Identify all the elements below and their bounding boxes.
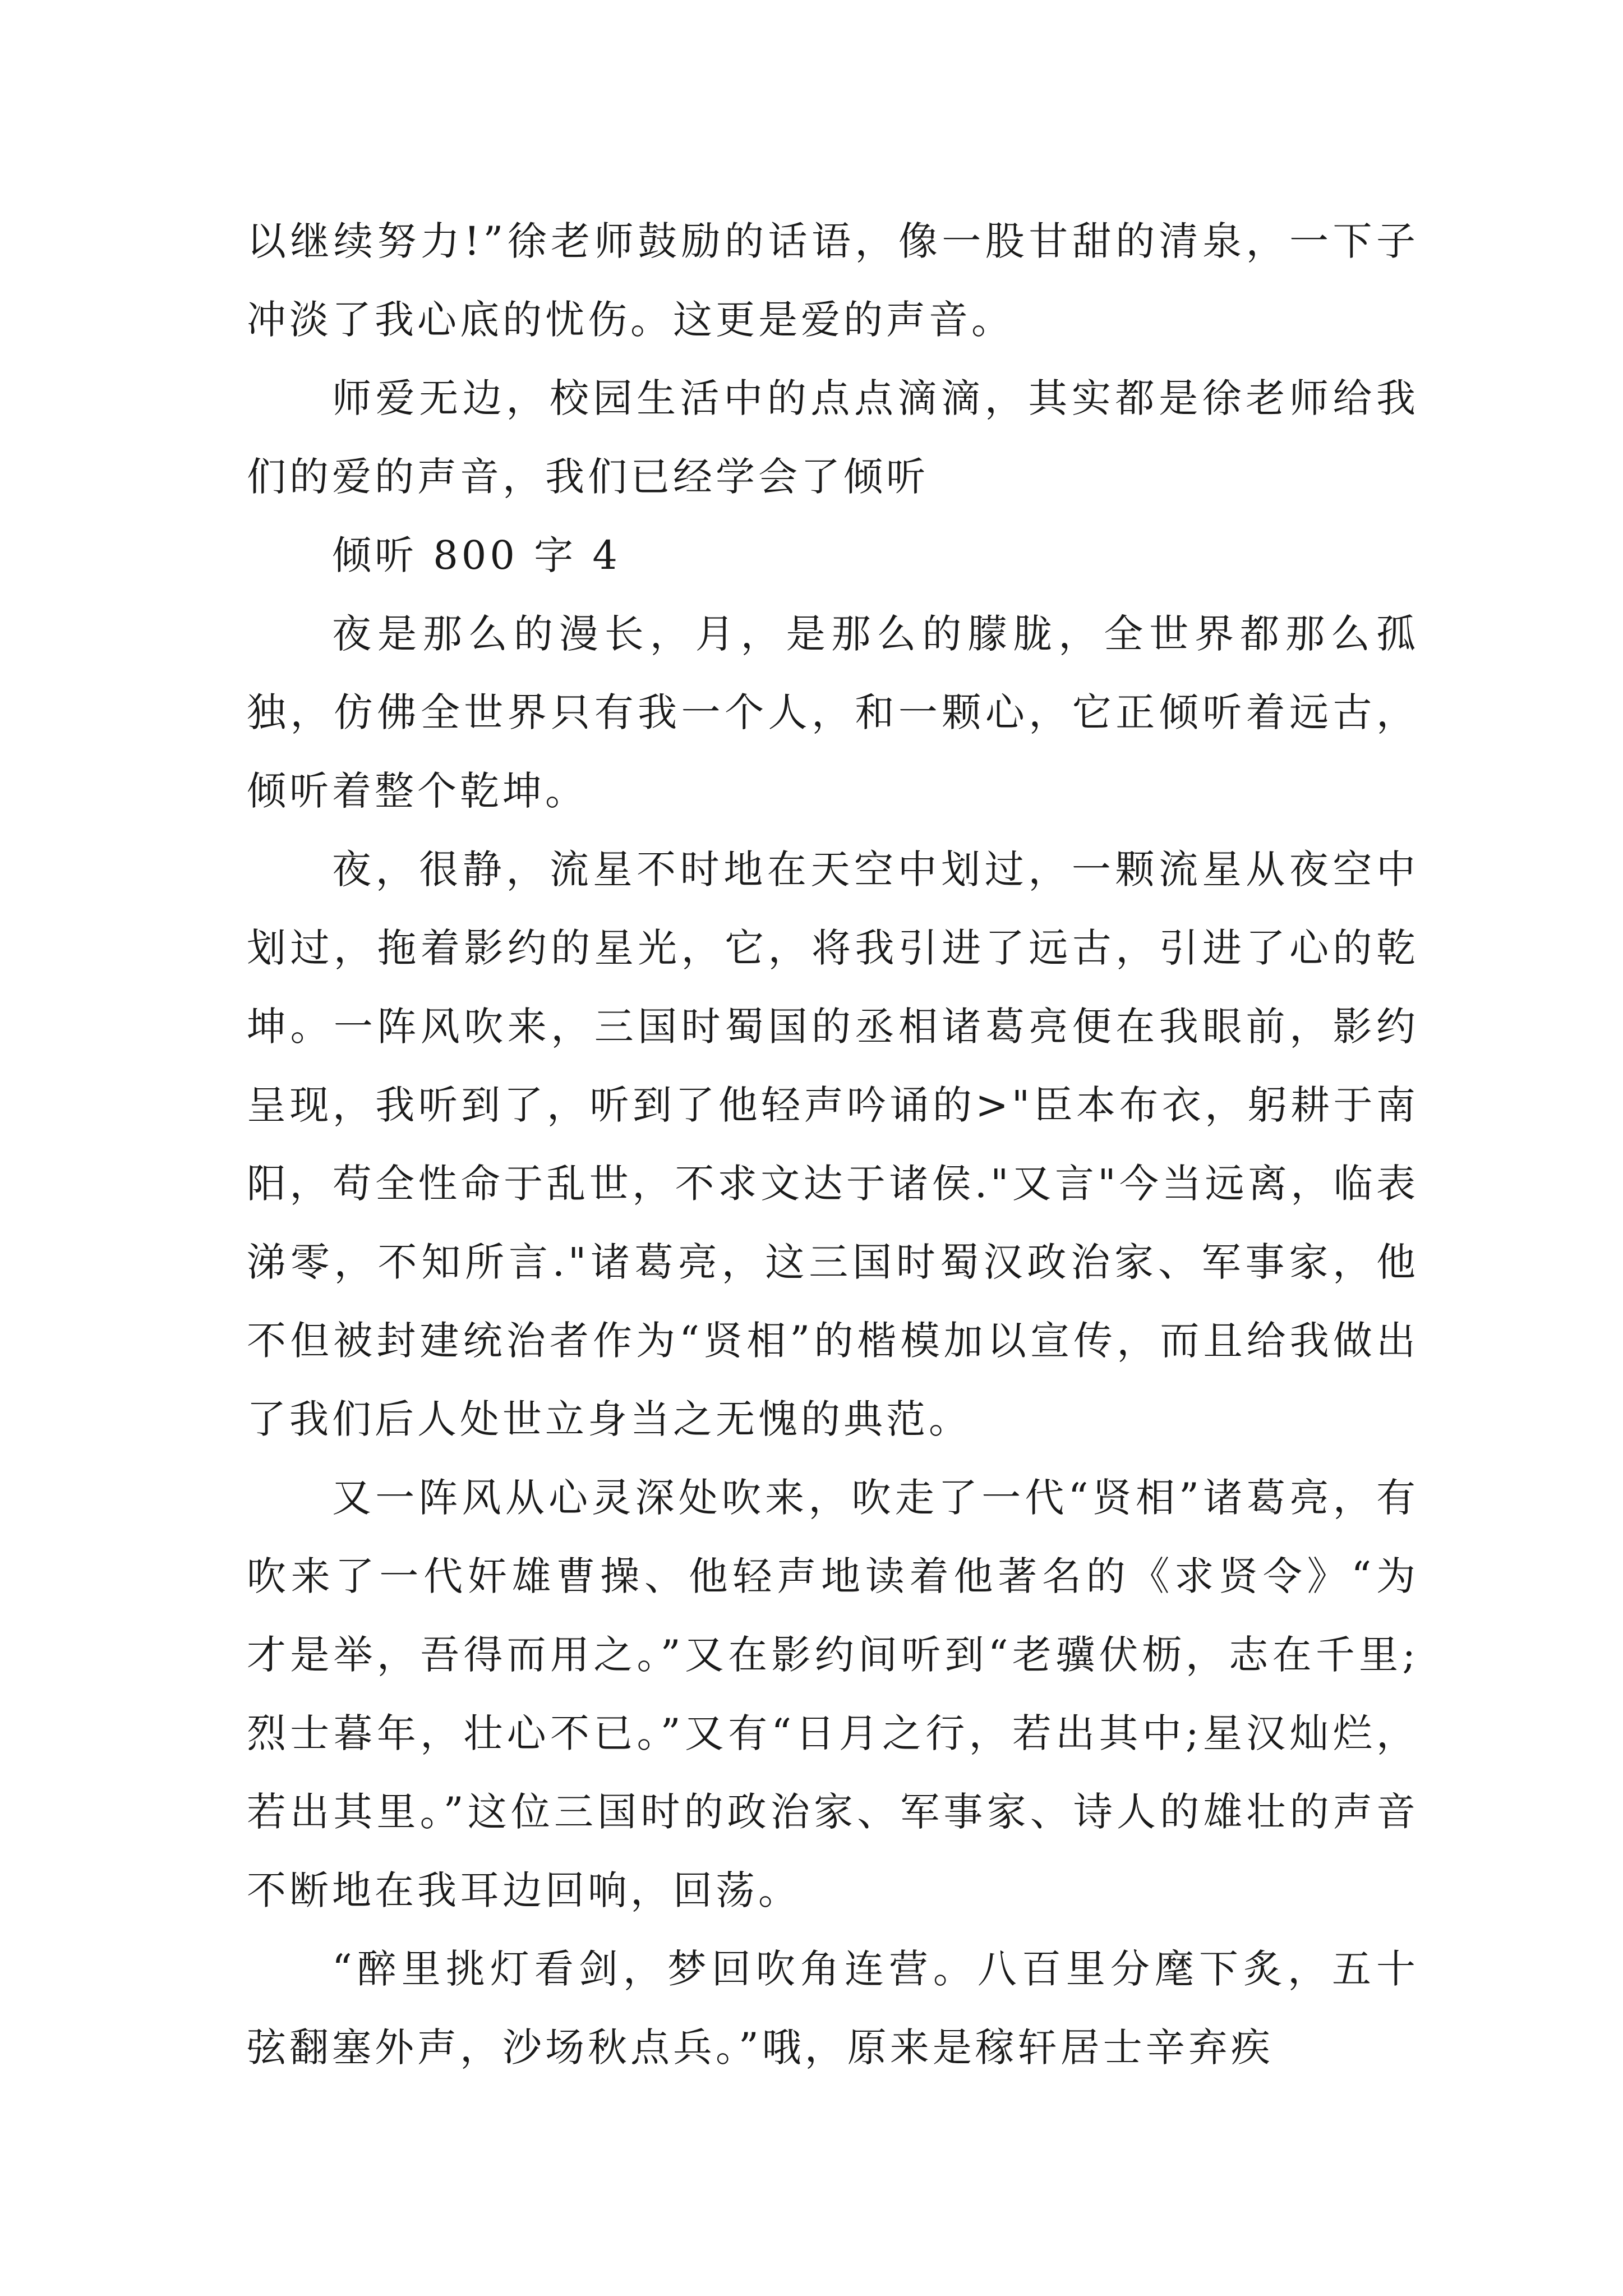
paragraph: 师爱无边，校园生活中的点点滴滴，其实都是徐老师给我们的爱的声音，我们已经学会了倾听 [247, 375, 1419, 500]
paragraph: “醉里挑灯看剑，梦回吹角连营。八百里分麾下炙，五十弦翻塞外声，沙场秋点兵。”哦，原来是稼轩居士辛弃疾 [247, 1946, 1419, 2070]
paragraph: 以继续努力!”徐老师鼓励的话语，像一股甘甜的清泉，一下子冲淡了我心底的忧伤。这更是爱的声音。 [247, 218, 1419, 343]
document-body [247, 202, 1419, 2087]
paragraph: 夜是那么的漫长，月，是那么的朦胧，全世界都那么孤独，仿佛全世界只有我一个人，和一颗心，它正倾听着远古，倾听着整个乾坤。 [247, 611, 1419, 814]
paragraph: 夜，很静，流星不时地在天空中划过，一颗流星从夜空中划过，拖着影约的星光，它，将我引进了远古，引进了心的乾坤。一阵风吹来，三国时蜀国的丞相诸葛亮便在我眼前，影约呈现，我听到了，听到了他轻声吟诵的>"臣本布衣，躬耕于南阳，苟全性命于乱世，不求文达于诸侯."又言"今当远离，临表涕零，不知所言."诸葛亮，这三国时蜀汉政治家、军事家，他不但被封建统治者作为“贤相”的楷模加以宣传，而且给我做出了我们后人处世立身当之无愧的典范。 [247, 846, 1419, 1442]
paragraph: 又一阵风从心灵深处吹来，吹走了一代“贤相”诸葛亮，有吹来了一代奸雄曹操、他轻声地读着他著名的《求贤令》“为才是举，吾得而用之。”又在影约间听到“老骥伏枥，志在千里;烈士暮年，壮心不已。”又有“日月之行，若出其中;星汉灿烂，若出其里。”这位三国时的政治家、军事家、诗人的雄壮的声音不断地在我耳边回响，回荡。 [247, 1475, 1419, 1913]
section-heading: 倾听 800 字 4 [332, 532, 621, 578]
